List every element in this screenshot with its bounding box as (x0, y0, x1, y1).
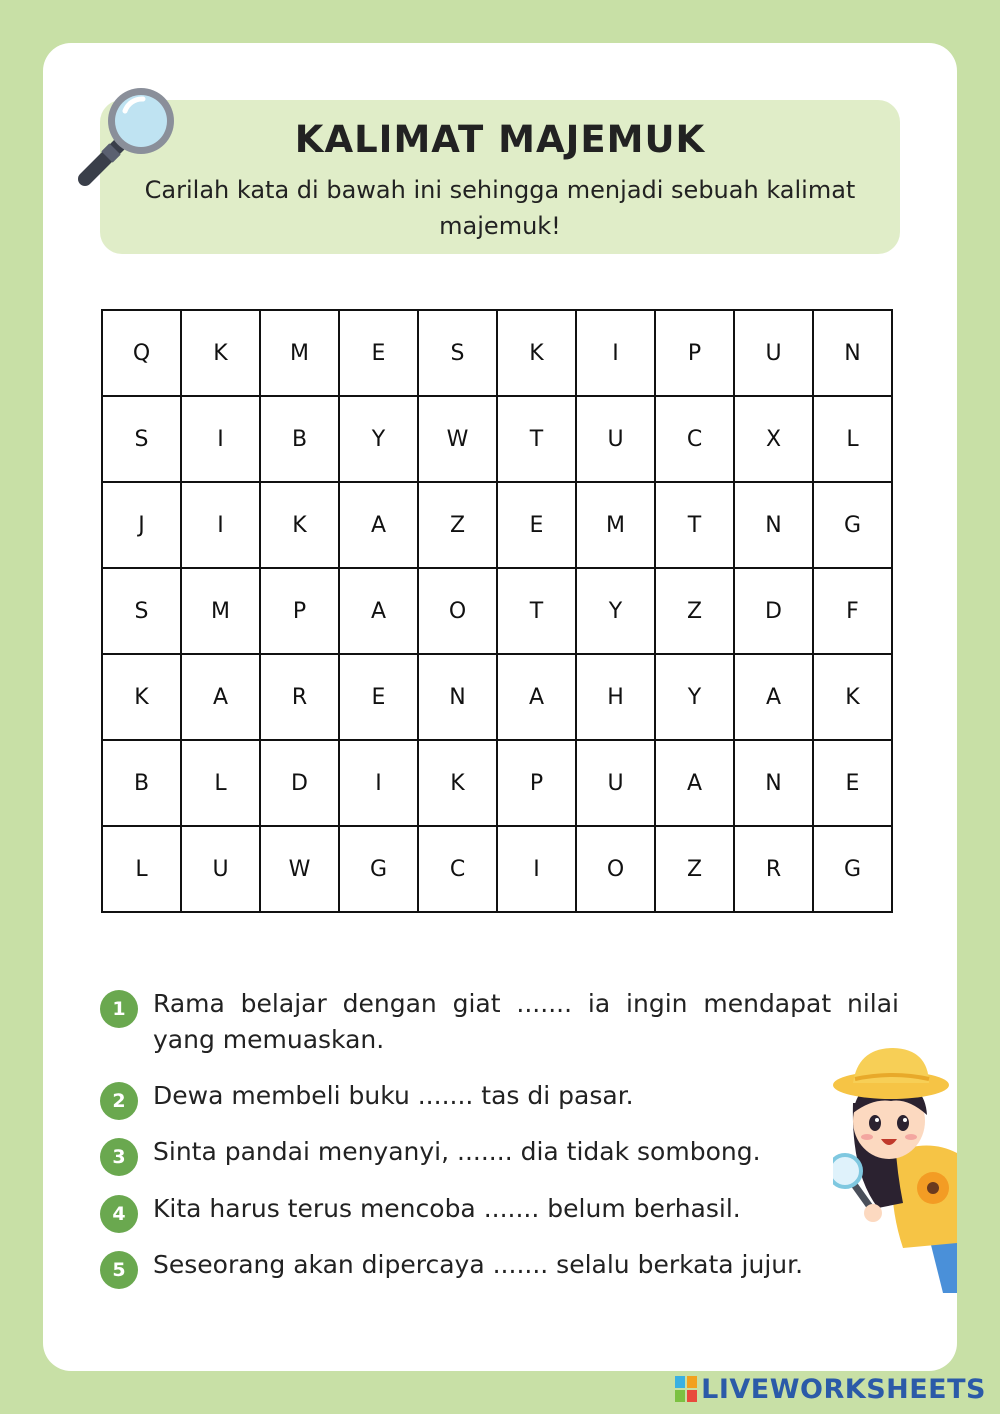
grid-row (102, 396, 892, 482)
grid-cell[interactable]: K (497, 310, 576, 396)
grid-cell[interactable]: N (734, 740, 813, 826)
grid-cell[interactable]: D (734, 568, 813, 654)
question-number-badge: 2 (100, 1082, 138, 1120)
question-text: Kita harus terus mencoba ....... belum berhasil. (153, 1194, 741, 1223)
page-title: KALIMAT MAJEMUK (294, 118, 706, 161)
grid-cell[interactable]: H (576, 654, 655, 740)
grid-cell[interactable]: K (418, 740, 497, 826)
grid-cell[interactable]: S (102, 568, 181, 654)
grid-cell[interactable]: A (497, 654, 576, 740)
brand-name: LIVEWORKSHEETS (701, 1373, 986, 1405)
grid-cell[interactable]: K (813, 654, 892, 740)
grid-cell[interactable]: K (102, 654, 181, 740)
grid-cell[interactable]: T (497, 568, 576, 654)
grid-cell[interactable]: N (734, 482, 813, 568)
grid-cell[interactable]: S (102, 396, 181, 482)
instructions: Carilah kata di bawah ini sehingga menjadi sebuah kalimat majemuk! (144, 176, 856, 240)
grid-cell[interactable]: K (181, 310, 260, 396)
grid-cell[interactable]: C (418, 826, 497, 912)
question-text: Sinta pandai menyanyi, ....... dia tidak sombong. (153, 1137, 761, 1166)
grid-cell[interactable]: A (655, 740, 734, 826)
grid-cell[interactable]: S (418, 310, 497, 396)
grid-cell[interactable]: L (102, 826, 181, 912)
grid-row (102, 740, 892, 826)
grid-cell[interactable]: E (339, 310, 418, 396)
question-number-badge: 1 (100, 990, 138, 1028)
grid-cell[interactable]: W (418, 396, 497, 482)
grid-cell[interactable]: A (181, 654, 260, 740)
grid-cell[interactable]: Q (102, 310, 181, 396)
grid-cell[interactable]: P (497, 740, 576, 826)
grid-cell[interactable]: X (734, 396, 813, 482)
grid-cell[interactable]: B (102, 740, 181, 826)
grid-row (102, 654, 892, 740)
grid-cell[interactable]: N (813, 310, 892, 396)
grid-cell[interactable]: U (181, 826, 260, 912)
worksheet-page (43, 43, 957, 1371)
grid-cell[interactable]: Y (655, 654, 734, 740)
grid-row (102, 310, 892, 396)
grid-cell[interactable]: L (813, 396, 892, 482)
grid-cell[interactable]: I (339, 740, 418, 826)
grid-cell[interactable]: K (260, 482, 339, 568)
question-text: Rama belajar dengan giat ....... ia ingin mendapat nilai yang memuaskan. (153, 989, 899, 1054)
magnifier-icon (63, 81, 178, 196)
grid-row (102, 482, 892, 568)
question-text: Dewa membeli buku ....... tas di pasar. (153, 1081, 634, 1110)
grid-cell[interactable]: W (260, 826, 339, 912)
grid-cell[interactable]: I (497, 826, 576, 912)
grid-cell[interactable]: A (339, 568, 418, 654)
grid-cell[interactable]: O (418, 568, 497, 654)
grid-cell[interactable]: E (813, 740, 892, 826)
footer-brand (675, 1374, 986, 1404)
grid-cell[interactable]: U (734, 310, 813, 396)
grid-cell[interactable]: R (734, 826, 813, 912)
grid-cell[interactable]: T (497, 396, 576, 482)
liveworksheets-logo-icon (675, 1376, 697, 1402)
grid-cell[interactable]: P (260, 568, 339, 654)
grid-cell[interactable]: P (655, 310, 734, 396)
grid-cell[interactable]: A (339, 482, 418, 568)
question-text: Seseorang akan dipercaya ....... selalu berkata jujur. (153, 1250, 804, 1279)
grid-cell[interactable]: R (260, 654, 339, 740)
grid-cell[interactable]: C (655, 396, 734, 482)
word-search-grid (101, 309, 893, 913)
grid-cell[interactable]: G (813, 482, 892, 568)
grid-cell[interactable]: D (260, 740, 339, 826)
question-number-badge: 5 (100, 1251, 138, 1289)
grid-cell[interactable]: Z (655, 826, 734, 912)
grid-cell[interactable]: U (576, 740, 655, 826)
grid-cell[interactable]: I (181, 396, 260, 482)
grid-cell[interactable]: M (260, 310, 339, 396)
grid-cell[interactable]: M (181, 568, 260, 654)
grid-cell[interactable]: M (576, 482, 655, 568)
grid-cell[interactable]: O (576, 826, 655, 912)
grid-cell[interactable]: U (576, 396, 655, 482)
grid-cell[interactable]: G (813, 826, 892, 912)
question-number-badge: 3 (100, 1138, 138, 1176)
grid-cell[interactable]: E (339, 654, 418, 740)
girl-illustration (833, 1043, 957, 1303)
grid-cell[interactable]: I (181, 482, 260, 568)
grid-cell[interactable]: Y (339, 396, 418, 482)
grid-cell[interactable]: L (181, 740, 260, 826)
grid-cell[interactable]: Y (576, 568, 655, 654)
grid-cell[interactable]: B (260, 396, 339, 482)
header-box (100, 100, 900, 254)
grid-cell[interactable]: T (655, 482, 734, 568)
grid-cell[interactable]: E (497, 482, 576, 568)
grid-cell[interactable]: Z (655, 568, 734, 654)
grid-cell[interactable]: J (102, 482, 181, 568)
grid-cell[interactable]: I (576, 310, 655, 396)
grid-cell[interactable]: G (339, 826, 418, 912)
grid-cell[interactable]: N (418, 654, 497, 740)
grid-cell[interactable]: A (734, 654, 813, 740)
question-number-badge: 4 (100, 1195, 138, 1233)
grid-row (102, 826, 892, 912)
grid-cell[interactable]: Z (418, 482, 497, 568)
grid-cell[interactable]: F (813, 568, 892, 654)
grid-row (102, 568, 892, 654)
